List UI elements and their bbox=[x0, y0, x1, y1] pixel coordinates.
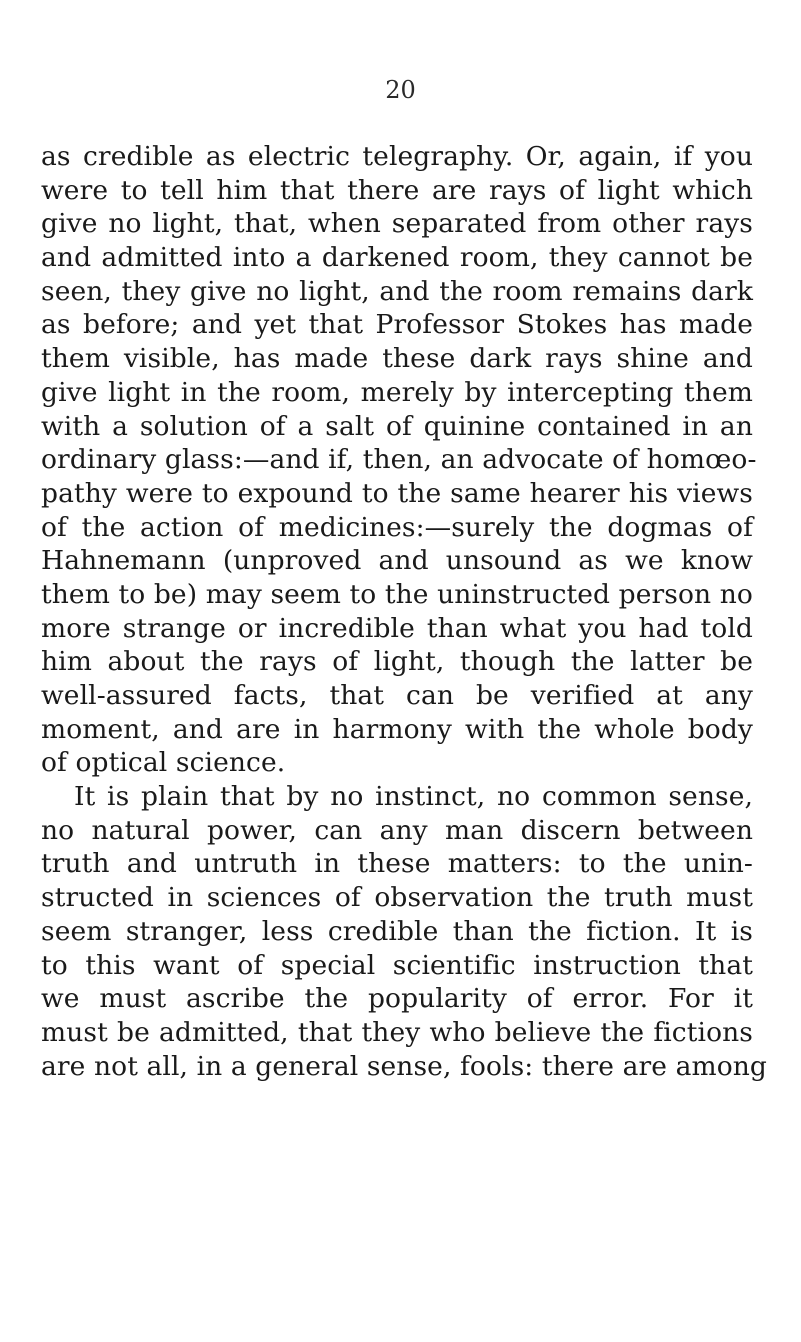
text-line: him about the rays of light, though the latter be bbox=[41, 646, 753, 678]
text-line: of the action of medicines:—surely the dogmas of bbox=[41, 511, 753, 543]
text-line: moment, and are in harmony with the whole body bbox=[41, 713, 753, 745]
text-line: them to be) may seem to the uninstructed person no bbox=[41, 578, 753, 610]
text-line: truth and untruth in these matters: to the unin- bbox=[41, 848, 753, 880]
text-line: structed in sciences of observation the truth must bbox=[41, 882, 753, 914]
paragraph-2 bbox=[41, 780, 767, 1083]
text-line: were to tell him that there are rays of light which bbox=[41, 174, 753, 206]
text-line: no natural power, can any man discern between bbox=[41, 814, 753, 846]
text-line: seem stranger, less credible than the fiction. It is bbox=[41, 915, 753, 947]
text-line: more strange or incredible than what you had told bbox=[41, 612, 753, 644]
text-line: of optical science. bbox=[41, 747, 286, 779]
text-line: give no light, that, when separated from other rays bbox=[41, 208, 753, 240]
text-line: as credible as electric telegraphy. Or, again, if you bbox=[41, 141, 753, 172]
text-line: give light in the room, merely by intercepting them bbox=[41, 376, 753, 408]
text-line: ordinary glass:—and if, then, an advocate of homœo- bbox=[41, 444, 757, 476]
text-line: as before; and yet that Professor Stokes has made bbox=[41, 309, 753, 341]
text-line: and admitted into a darkened room, they cannot be bbox=[41, 242, 753, 274]
text-line: seen, they give no light, and the room remains dark bbox=[41, 275, 753, 307]
text-line: we must ascribe the popularity of error. For it bbox=[41, 983, 753, 1015]
text-line: well-assured facts, that can be verified at any bbox=[41, 680, 753, 711]
text-line: them visible, has made these dark rays shine and bbox=[41, 343, 753, 375]
text-line: Hahnemann (unproved and unsound as we know bbox=[41, 545, 753, 577]
text-line: pathy were to expound to the same hearer his views bbox=[41, 477, 753, 509]
body-text bbox=[41, 140, 767, 1083]
text-line: are not all, in a general sense, fools: there are among bbox=[41, 1050, 767, 1082]
text-line: It is plain that by no instinct, no common sense, bbox=[74, 781, 753, 813]
text-line: with a solution of a salt of quinine contained in an bbox=[41, 410, 753, 442]
text-line: to this want of special scientific instruction that bbox=[41, 949, 753, 981]
text-line: must be admitted, that they who believe the fictions bbox=[41, 1016, 753, 1048]
page-number: 20 bbox=[385, 76, 416, 104]
paragraph-1 bbox=[41, 140, 757, 780]
